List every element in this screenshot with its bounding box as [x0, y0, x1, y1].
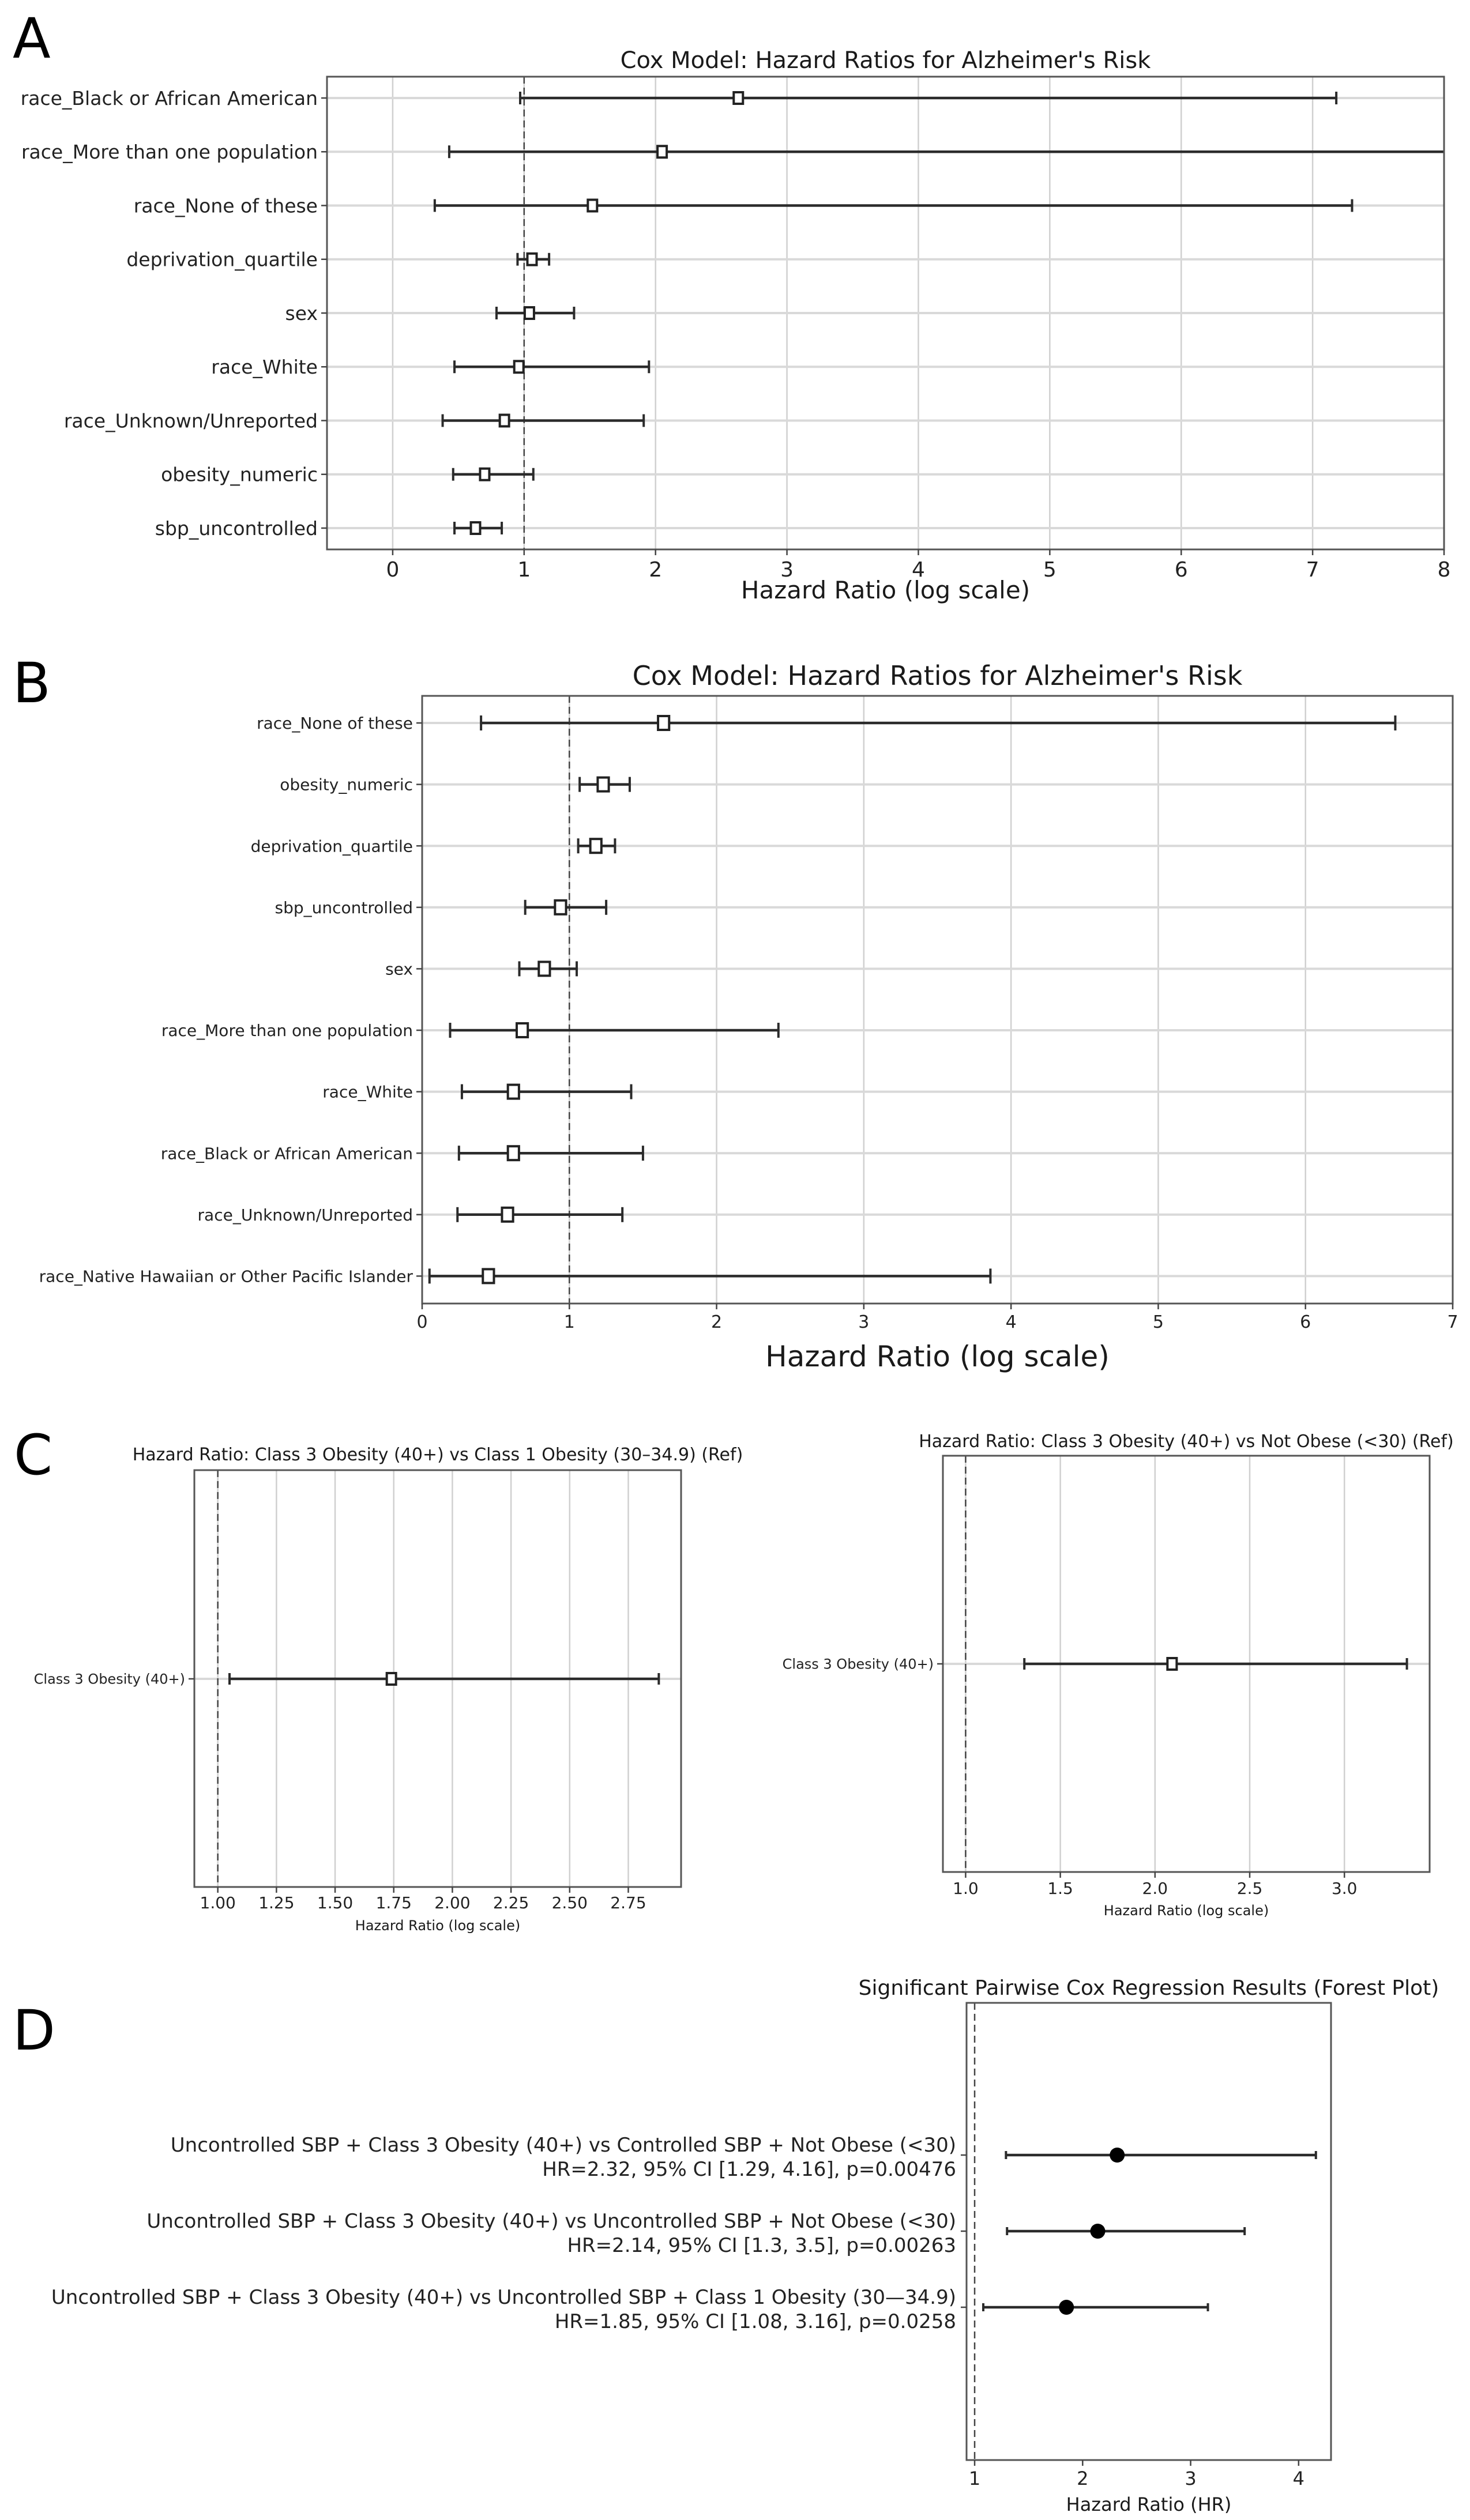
- x-tick-label: 2: [1077, 2468, 1089, 2489]
- y-tick-label: race_More than one population: [21, 141, 318, 164]
- y-tick-label: obesity_numeric: [280, 775, 413, 794]
- x-tick-label: 2: [649, 558, 663, 582]
- x-tick-label: 6: [1174, 558, 1188, 582]
- x-tick-label: 1: [563, 1312, 575, 1332]
- y-tick-sublabel: HR=1.85, 95% CI [1.08, 3.16], p=0.0258: [554, 2310, 956, 2333]
- y-tick-label: race_Unknown/Unreported: [197, 1205, 413, 1225]
- x-tick-label: 8: [1437, 558, 1451, 582]
- y-tick-label: race_None of these: [133, 194, 318, 217]
- hazard-ratio-point: [658, 716, 669, 730]
- x-tick-label: 1.00: [200, 1893, 236, 1912]
- panel-b-title: Cox Model: Hazard Ratios for Alzheimer's Risk: [632, 660, 1243, 691]
- y-tick-label: Uncontrolled SBP + Class 3 Obesity (40+) vs Controlled SBP + Not Obese (<30): [170, 2134, 956, 2157]
- y-tick-sublabel: HR=2.32, 95% CI [1.29, 4.16], p=0.00476: [542, 2158, 956, 2181]
- hazard-ratio-point: [517, 1023, 528, 1037]
- x-tick-label: 7: [1306, 558, 1319, 582]
- y-tick-label: sex: [385, 959, 413, 979]
- panel-c-right-title: Hazard Ratio: Class 3 Obesity (40+) vs Not Obese (<30) (Ref): [919, 1432, 1454, 1452]
- x-tick-label: 2.50: [551, 1893, 588, 1912]
- x-tick-label: 3: [1185, 2468, 1197, 2489]
- x-tick-label: 1.50: [317, 1893, 354, 1912]
- panel-a-x-axis-label: Hazard Ratio (log scale): [740, 576, 1031, 604]
- y-tick-label: race_None of these: [257, 714, 413, 733]
- x-tick-label: 3: [858, 1312, 870, 1332]
- x-tick-label: 0: [416, 1312, 428, 1332]
- hazard-ratio-point: [527, 254, 536, 265]
- x-tick-label: 1.0: [953, 1879, 979, 1898]
- y-tick-label: race_White: [211, 356, 318, 379]
- x-tick-label: 0: [386, 558, 400, 582]
- x-tick-label: 4: [1005, 1312, 1017, 1332]
- y-tick-label: deprivation_quartile: [126, 248, 318, 271]
- hazard-ratio-point: [1110, 2148, 1125, 2163]
- hazard-ratio-point: [471, 522, 480, 534]
- hazard-ratio-point: [734, 92, 743, 104]
- hazard-ratio-point: [514, 361, 524, 372]
- panel-c-left-title: Hazard Ratio: Class 3 Obesity (40+) vs Class 1 Obesity (30–34.9) (Ref): [132, 1445, 743, 1465]
- x-tick-label: 2: [711, 1312, 723, 1332]
- hazard-ratio-point: [588, 200, 597, 212]
- x-tick-label: 2.25: [492, 1893, 529, 1912]
- panel-letter-d: D: [13, 1998, 55, 2063]
- hazard-ratio-point: [508, 1146, 519, 1160]
- hazard-ratio-point: [483, 1269, 494, 1283]
- y-tick-sublabel: HR=2.14, 95% CI [1.3, 3.5], p=0.00263: [567, 2234, 956, 2257]
- hazard-ratio-point: [555, 901, 566, 914]
- hazard-ratio-point: [1167, 1658, 1176, 1670]
- x-tick-label: 2.75: [610, 1893, 646, 1912]
- panel-letter-a: A: [13, 6, 51, 71]
- panel-letter-c: C: [14, 1423, 53, 1487]
- x-tick-label: 2.00: [434, 1893, 471, 1912]
- x-tick-label: 2.0: [1142, 1879, 1168, 1898]
- panel-d-title: Significant Pairwise Cox Regression Results (Forest Plot): [858, 1976, 1439, 2000]
- x-tick-label: 1.5: [1047, 1879, 1073, 1898]
- x-tick-label: 3.0: [1331, 1879, 1358, 1898]
- y-tick-label: race_White: [322, 1082, 413, 1102]
- x-tick-label: 4: [1292, 2468, 1305, 2489]
- x-tick-label: 4: [912, 558, 925, 582]
- y-tick-label: race_Unknown/Unreported: [63, 409, 318, 432]
- y-tick-label: Class 3 Obesity (40+): [33, 1671, 185, 1687]
- hazard-ratio-point: [597, 778, 608, 792]
- x-tick-label: 1: [517, 558, 531, 582]
- y-tick-label: Class 3 Obesity (40+): [782, 1656, 934, 1673]
- x-tick-label: 3: [780, 558, 794, 582]
- x-tick-label: 1: [968, 2468, 981, 2489]
- x-tick-label: 1.25: [258, 1893, 295, 1912]
- y-tick-label: Uncontrolled SBP + Class 3 Obesity (40+) vs Uncontrolled SBP + Not Obese (<30): [146, 2210, 956, 2233]
- y-tick-label: sbp_uncontrolled: [155, 517, 318, 540]
- hazard-ratio-point: [591, 839, 601, 853]
- hazard-ratio-point: [480, 469, 489, 480]
- panel-d-x-axis-label: Hazard Ratio (HR): [1066, 2493, 1232, 2515]
- y-tick-label: obesity_numeric: [161, 463, 318, 486]
- hazard-ratio-point: [1059, 2300, 1074, 2315]
- hazard-ratio-point: [657, 146, 667, 157]
- hazard-ratio-point: [539, 962, 550, 975]
- y-tick-label: race_Native Hawaiian or Other Pacific Islander: [39, 1267, 413, 1286]
- panel-c-right-x-axis-label: Hazard Ratio (log scale): [1103, 1903, 1269, 1919]
- y-tick-label: race_More than one population: [161, 1021, 413, 1041]
- hazard-ratio-point: [525, 307, 534, 319]
- y-tick-label: race_Black or African American: [160, 1144, 413, 1163]
- hazard-ratio-point: [500, 415, 509, 427]
- x-tick-label: 7: [1447, 1312, 1458, 1332]
- x-tick-label: 2.5: [1236, 1879, 1263, 1898]
- hazard-ratio-point: [1091, 2224, 1106, 2239]
- hazard-ratio-point: [502, 1208, 513, 1222]
- y-tick-label: Uncontrolled SBP + Class 3 Obesity (40+) vs Uncontrolled SBP + Class 1 Obesity (30—34.9): [51, 2286, 956, 2309]
- x-tick-label: 6: [1300, 1312, 1311, 1332]
- panel-b-x-axis-label: Hazard Ratio (log scale): [765, 1340, 1110, 1373]
- x-tick-label: 5: [1152, 1312, 1164, 1332]
- y-tick-label: deprivation_quartile: [250, 837, 413, 856]
- x-tick-label: 1.75: [375, 1893, 412, 1912]
- hazard-ratio-point: [387, 1673, 396, 1685]
- y-tick-label: sbp_uncontrolled: [275, 898, 413, 917]
- hazard-ratio-point: [508, 1085, 519, 1099]
- x-tick-label: 5: [1043, 558, 1057, 582]
- y-tick-label: race_Black or African American: [20, 86, 318, 110]
- panel-c-left-x-axis-label: Hazard Ratio (log scale): [355, 1918, 521, 1934]
- panel-a-title: Cox Model: Hazard Ratios for Alzheimer's Risk: [620, 47, 1151, 74]
- panel-letter-b: B: [13, 651, 51, 715]
- y-tick-label: sex: [285, 302, 318, 325]
